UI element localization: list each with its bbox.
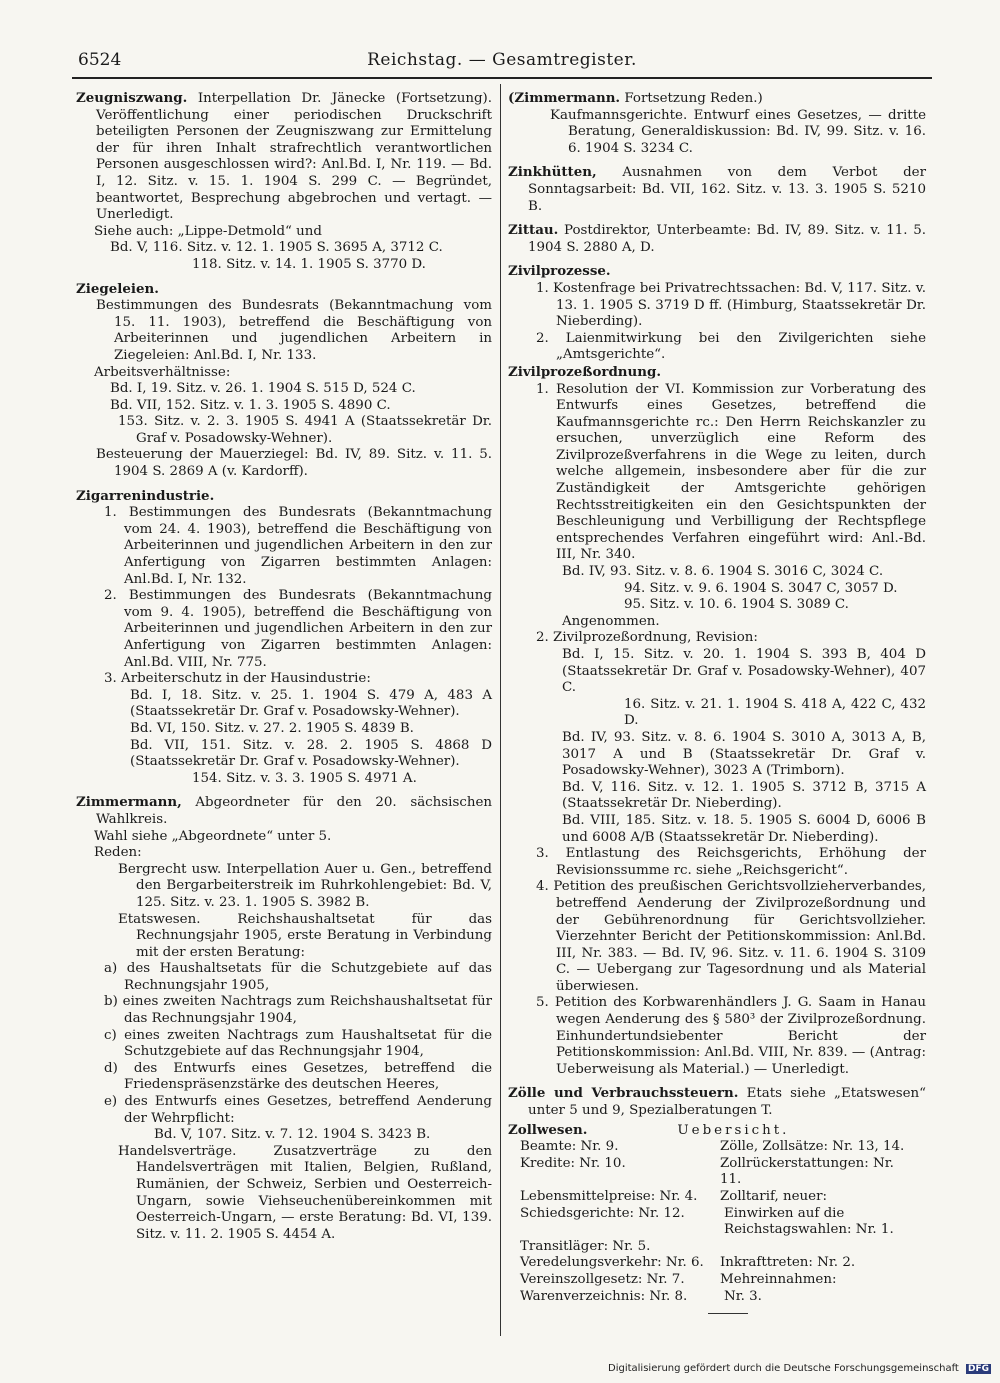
overview-title: Uebersicht. xyxy=(677,1122,790,1138)
index-entry xyxy=(76,90,492,224)
entry-text: Arbeitsverhältnisse: xyxy=(94,364,231,380)
entry-spacer xyxy=(508,1078,926,1085)
overview-cell: Mehreinnahmen: xyxy=(720,1271,837,1287)
index-entry xyxy=(76,488,492,506)
entry-text: Etatswesen. Reichshaushaltsetat für das Rechnungsjahr 1905, erste Beratung in Verbindung mit der ersten Beratung: xyxy=(118,911,492,960)
entry-text: Bd. VII, 151. Sitz. v. 28. 2. 1905 S. 4868 D (Staatssekretär Dr. Graf v. Posadowsky-Wehner). xyxy=(130,737,492,770)
entry-text: Bd. V, 116. Sitz. v. 12. 1. 1905 S. 3712 B, 3715 A (Staatssekretär Dr. Nieberding). xyxy=(562,779,926,812)
index-entry xyxy=(76,257,492,274)
index-entry xyxy=(76,912,492,962)
entry-spacer xyxy=(76,481,492,488)
index-entry xyxy=(76,688,492,721)
entry-spacer xyxy=(508,215,926,222)
overview-cell: Warenverzeichnis: Nr. 8. xyxy=(520,1288,688,1304)
index-entry xyxy=(76,414,492,447)
entry-text: Bd. VII, 152. Sitz. v. 1. 3. 1905 S. 4890 C. xyxy=(110,397,391,413)
entry-text: a) des Haushaltsetats für die Schutzgebiete auf das Rechnungsjahr 1905, xyxy=(104,961,492,993)
entry-text: 1. Resolution der VI. Kommission zur Vorberatung des Entwurfs eines Gesetzes, betreffend die Kaufmannsgerichte rc.: Den Herrn Reichskanzler zu ersuchen, unverzüglich eine Reform des Zivilprozeßverfahrens in die Wege zu leiten, durch welche allgemein, insbesondere aber für die zur Zuständigkeit der Amtsgerichte gehörigen Rechtsstreitigkeiten ein den Gesichtspunkten der Beschleunigung und Verbilligung der Rechtspflege entsprechendes Verfahren eingeführt wird: Anl.-Bd. III, Nr. 340. xyxy=(536,381,926,563)
overview-cell: Transitläger: Nr. 5. xyxy=(520,1238,651,1254)
entry-text: Ausnahmen von dem Verbot der Sonntagsarbeit: Bd. VII, 162. Sitz. v. 13. 3. 1905 S. 5210 B. xyxy=(528,165,926,214)
index-entry xyxy=(76,1144,492,1244)
index-entry xyxy=(508,813,926,846)
index-entry xyxy=(76,845,492,862)
entry-spacer xyxy=(76,787,492,794)
entry-heading: Zeugniszwang. xyxy=(76,90,188,106)
entry-text: 95. Sitz. v. 10. 6. 1904 S. 3089 C. xyxy=(624,597,849,613)
left-column xyxy=(76,90,492,1243)
overview-cell: Zolltarif, neuer: xyxy=(720,1189,827,1204)
overview-cell: Kredite: Nr. 10. xyxy=(520,1155,626,1171)
dfg-logo: DFG xyxy=(968,1364,990,1374)
index-entry xyxy=(76,398,492,415)
entry-text: 2. Laienmitwirkung bei den Zivilgerichten siehe „Amtsgerichte“. xyxy=(536,330,926,363)
entry-text: 16. Sitz. v. 21. 1. 1904 S. 418 A, 422 C, 432 D. xyxy=(624,696,926,729)
index-entry xyxy=(76,771,492,788)
index-entry xyxy=(76,224,492,241)
index-entry xyxy=(76,447,492,480)
entry-text: 1. Kostenfrage bei Privatrechtssachen: Bd. V, 117. Sitz. v. 13. 1. 1905 S. 3719 D ff. (Himburg, Staatssekretär Dr. Nieberding). xyxy=(536,280,926,330)
index-entry xyxy=(508,263,926,281)
entry-text: 94. Sitz. v. 9. 6. 1904 S. 3047 C, 3057 D. xyxy=(624,580,898,596)
entry-text: 5. Petition des Korbwarenhändlers J. G. Saam in Hanau wegen Aenderung des § 580³ der Zivilprozeßordnung. Einhundertundsiebenter Bericht der Petitionskommission: Anl.Bd. VIII, Nr. 839. — (Antrag: Ueberweisung als Material.) — Unerledigt. xyxy=(536,995,926,1077)
entry-heading: Zivilprozesse. xyxy=(508,263,611,280)
index-entry xyxy=(76,240,492,257)
overview-cell: Zölle, Zollsätze: Nr. 13, 14. xyxy=(720,1139,905,1155)
entry-text: Bd. VI, 150. Sitz. v. 27. 2. 1905 S. 4839 B. xyxy=(130,720,414,736)
index-entry xyxy=(508,564,926,581)
index-entry xyxy=(76,1094,492,1127)
index-entry xyxy=(508,879,926,995)
index-entry xyxy=(76,994,492,1027)
index-entry xyxy=(76,862,492,912)
index-entry xyxy=(508,382,926,565)
index-entry xyxy=(76,1061,492,1094)
entry-text: Bd. I, 18. Sitz. v. 25. 1. 1904 S. 479 A, 483 A (Staatssekretär Dr. Graf v. Posadowsky-Wehner). xyxy=(130,687,492,720)
entry-text: Bestimmungen des Bundesrats (Bekanntmachung vom 15. 11. 1903), betreffend die Beschäftigung von Arbeiterinnen und jugendlichen Arbeitern in Ziegeleien: Anl.Bd. I, Nr. 133. xyxy=(96,298,492,363)
entry-text: Bd. VIII, 185. Sitz. v. 18. 5. 1905 S. 6004 D, 6006 B und 6008 A/B (Staatssekretär Dr. Nieberding). xyxy=(562,812,926,845)
funding-footer xyxy=(608,1363,991,1374)
entry-text: Abgeordneter für den 20. sächsischen Wahlkreis. xyxy=(96,795,492,827)
index-entry xyxy=(76,381,492,398)
overview-cell: Zollrückerstattungen: Nr. 11. xyxy=(720,1155,894,1188)
entry-text: 3. Arbeiterschutz in der Hausindustrie: xyxy=(104,671,371,687)
header-rule xyxy=(72,77,932,79)
entry-heading: Zollwesen. xyxy=(508,1121,588,1138)
entry-text: Fortsetzung Reden.) xyxy=(620,91,763,106)
right-column xyxy=(508,90,926,1314)
overview-cell: Schiedsgerichte: Nr. 12. xyxy=(520,1205,685,1221)
zollwesen-overview xyxy=(508,1122,926,1306)
entry-text: Angenommen. xyxy=(562,613,660,629)
overview-cell: Einwirken auf die Reichstagswahlen: Nr. 1. xyxy=(724,1205,894,1238)
index-entry xyxy=(508,630,926,647)
entry-text: c) eines zweiten Nachtrags zum Haushaltsetat für die Schutzgebiete auf das Rechnungsjahr 1904, xyxy=(104,1027,492,1060)
entry-heading: Ziegeleien. xyxy=(76,280,159,297)
entry-text: Bd. V, 116. Sitz. v. 12. 1. 1905 S. 3695 A, 3712 C. xyxy=(110,240,443,256)
entry-text: Bd. I, 15. Sitz. v. 20. 1. 1904 S. 393 B, 404 D (Staatssekretär Dr. Graf v. Posadowsky-Wehner), 407 C. xyxy=(562,647,926,696)
entry-heading: (Zimmermann. xyxy=(508,90,621,106)
entry-text: e) des Entwurfs eines Gesetzes, betreffend Aenderung der Wehrpflicht: xyxy=(104,1094,492,1126)
overview-cell: Lebensmittelpreise: Nr. 4. xyxy=(520,1189,698,1204)
funding-text: Digitalisierung gefördert durch die Deutsche Forschungsgemeinschaft xyxy=(608,1363,959,1374)
entry-text: Siehe auch: „Lippe-Detmold“ und xyxy=(94,223,322,239)
index-entry xyxy=(508,647,926,697)
index-entry xyxy=(508,1085,926,1119)
entry-text: 2. Zivilprozeßordnung, Revision: xyxy=(536,630,758,646)
entry-text: 3. Entlastung des Reichsgerichts, Erhöhung der Revisionssumme rc. siehe „Reichsgericht“. xyxy=(536,846,926,878)
index-entry xyxy=(508,364,926,382)
page-number: 6524 xyxy=(78,50,122,70)
index-entry xyxy=(508,846,926,879)
index-entry xyxy=(508,331,926,364)
entry-heading: Zinkhütten, xyxy=(508,164,597,181)
overview-cell: Nr. 3. xyxy=(724,1288,762,1304)
index-entry xyxy=(508,730,926,780)
index-entry xyxy=(508,108,926,158)
index-entry xyxy=(508,90,926,108)
entry-text: Besteuerung der Mauerziegel: Bd. IV, 89. Sitz. v. 11. 5. 1904 S. 2869 A (v. Kardorff). xyxy=(96,447,492,480)
entry-text: Postdirektor, Unterbeamte: Bd. IV, 89. Sitz. v. 11. 5. 1904 S. 2880 A, D. xyxy=(528,223,926,255)
entry-text: Reden: xyxy=(94,845,142,861)
index-entry xyxy=(76,365,492,382)
entry-text: Handelsverträge. Zusatzverträge zu den Handelsverträgen mit Italien, Belgien, Rußland, Rumänien, der Schweiz, Serbien und Oesterreich-Ungarn, sowie Viehseuchenübereinkommen mit Oesterreich-Ungarn, — erste Beratung: Bd. VI, 139. Sitz. v. 11. 2. 1905 S. 4454 A. xyxy=(118,1143,492,1242)
index-entry xyxy=(508,597,926,614)
entry-text: 154. Sitz. v. 3. 3. 1905 S. 4971 A. xyxy=(192,770,417,786)
entry-text: Bergrecht usw. Interpellation Auer u. Gen., betreffend den Bergarbeiterstreik im Ruhrkohlengebiet: Bd. V, 125. Sitz. v. 23. 1. 1905 S. 3982 B. xyxy=(118,861,492,910)
entry-text: 153. Sitz. v. 2. 3. 1905 S. 4941 A (Staatssekretär Dr. Graf v. Posadowsky-Wehner). xyxy=(118,414,492,446)
running-title: Reichstag. — Gesamtregister. xyxy=(367,50,637,70)
entry-text: Etats siehe „Etatswesen“ unter 5 und 9, Spezialberatungen T. xyxy=(528,1086,926,1119)
index-entry xyxy=(76,588,492,671)
entry-text: 118. Sitz. v. 14. 1. 1905 S. 3770 D. xyxy=(192,256,426,272)
page-header xyxy=(72,50,932,80)
entry-heading: Zigarrenindustrie. xyxy=(76,487,215,504)
overview-cell: Veredelungsverkehr: Nr. 6. xyxy=(520,1255,704,1271)
index-entry xyxy=(76,1028,492,1061)
entry-text: b) eines zweiten Nachtrags zum Reichshaushaltsetat für das Rechnungsjahr 1904, xyxy=(104,994,492,1027)
entry-heading: Zimmermann, xyxy=(76,794,182,811)
index-entry xyxy=(508,780,926,813)
entry-text: Kaufmannsgerichte. Entwurf eines Gesetzes, — dritte Beratung, Generaldiskussion: Bd. IV, 99. Sitz. v. 16. 6. 1904 S. 3234 C. xyxy=(550,107,926,156)
entry-text: d) des Entwurfs eines Gesetzes, betreffend die Friedenspräsenzstärke des deutschen Heeres, xyxy=(104,1060,492,1093)
index-entry xyxy=(508,222,926,256)
overview-cell xyxy=(708,1239,908,1256)
entry-spacer xyxy=(76,274,492,281)
entry-text: Wahl siehe „Abgeordnete“ unter 5. xyxy=(94,828,332,844)
index-entry xyxy=(76,961,492,994)
index-entry xyxy=(76,671,492,688)
index-entry xyxy=(76,298,492,364)
entry-text: Bd. IV, 93. Sitz. v. 8. 6. 1904 S. 3010 A, 3013 A, B, 3017 A und B (Staatssekretär Dr. Graf v. Posadowsky-Wehner), 3023 A (Trimborn). xyxy=(562,729,926,779)
entry-text: Interpellation Dr. Jänecke (Fortsetzung). Veröffentlichung einer periodischen Druckschrift beteiligten Personen der Zeugniszwang zur Ermittelung der für ihren Inhalt strafrechtlich verantwortlichen Personen ausgeschlossen wird?: Anl.Bd. I, Nr. 119. — Bd. I, 12. Sitz. v. 15. 1. 1904 S. 299 C. — Begründet, beantwortet, Besprechung abgebrochen und vertagt. — Unerledigt. xyxy=(96,91,492,223)
index-entry xyxy=(76,721,492,738)
index-entry xyxy=(76,794,492,828)
index-entry xyxy=(508,164,926,215)
index-entry xyxy=(508,614,926,631)
overview-cell: Vereinszollgesetz: Nr. 7. xyxy=(520,1271,685,1287)
entry-text: Bd. I, 19. Sitz. v. 26. 1. 1904 S. 515 D, 524 C. xyxy=(110,381,416,397)
index-entry xyxy=(508,995,926,1078)
index-entry xyxy=(508,281,926,331)
entry-heading: Zivilprozeßordnung. xyxy=(508,363,662,380)
entry-text: 4. Petition des preußischen Gerichtsvollzieherverbandes, betreffend Aenderung der Zivilprozeßordnung und der Gebührenordnung für Gerichtsvollzieher. Vierzehnter Bericht der Petitionskommission: Anl.Bd. III, Nr. 383. — Bd. IV, 96. Sitz. v. 11. 6. 1904 S. 3109 C. — Uebergang zur Tagesordnung und als Material überwiesen. xyxy=(536,879,926,994)
overview-cell: Beamte: Nr. 9. xyxy=(520,1139,619,1155)
index-entry xyxy=(76,281,492,299)
index-entry xyxy=(508,581,926,598)
index-entry xyxy=(76,1127,492,1144)
entry-heading: Zölle und Verbrauchssteuern. xyxy=(508,1085,739,1102)
column-divider xyxy=(500,84,501,1336)
zollwesen-heading-row xyxy=(508,1122,908,1140)
index-entry xyxy=(508,697,926,730)
entry-text: Bd. IV, 93. Sitz. v. 8. 6. 1904 S. 3016 C, 3024 C. xyxy=(562,564,884,580)
end-rule xyxy=(708,1313,748,1314)
entry-text: 1. Bestimmungen des Bundesrats (Bekanntmachung vom 24. 4. 1903), betreffend die Beschäftigung von Arbeiterinnen und jugendlichen Arbeitern in den zur Anfertigung von Zigarren bestimmten Anlagen: Anl.Bd. I, Nr. 132. xyxy=(104,505,492,587)
overview-cell: Inkrafttreten: Nr. 2. xyxy=(720,1255,856,1271)
entry-spacer xyxy=(508,256,926,263)
entry-text: 2. Bestimmungen des Bundesrats (Bekanntmachung vom 9. 4. 1905), betreffend die Beschäftigung von Arbeiterinnen und jugendlichen Arbeitern in den zur Anfertigung von Zigarren bestimmten Anlagen: Anl.Bd. VIII, Nr. 775. xyxy=(104,588,492,670)
entry-text: Bd. V, 107. Sitz. v. 7. 12. 1904 S. 3423 B. xyxy=(154,1127,431,1143)
entry-heading: Zittau. xyxy=(508,222,559,239)
index-entry xyxy=(76,829,492,846)
entry-spacer xyxy=(508,157,926,164)
index-entry xyxy=(76,505,492,588)
index-entry xyxy=(76,738,492,771)
